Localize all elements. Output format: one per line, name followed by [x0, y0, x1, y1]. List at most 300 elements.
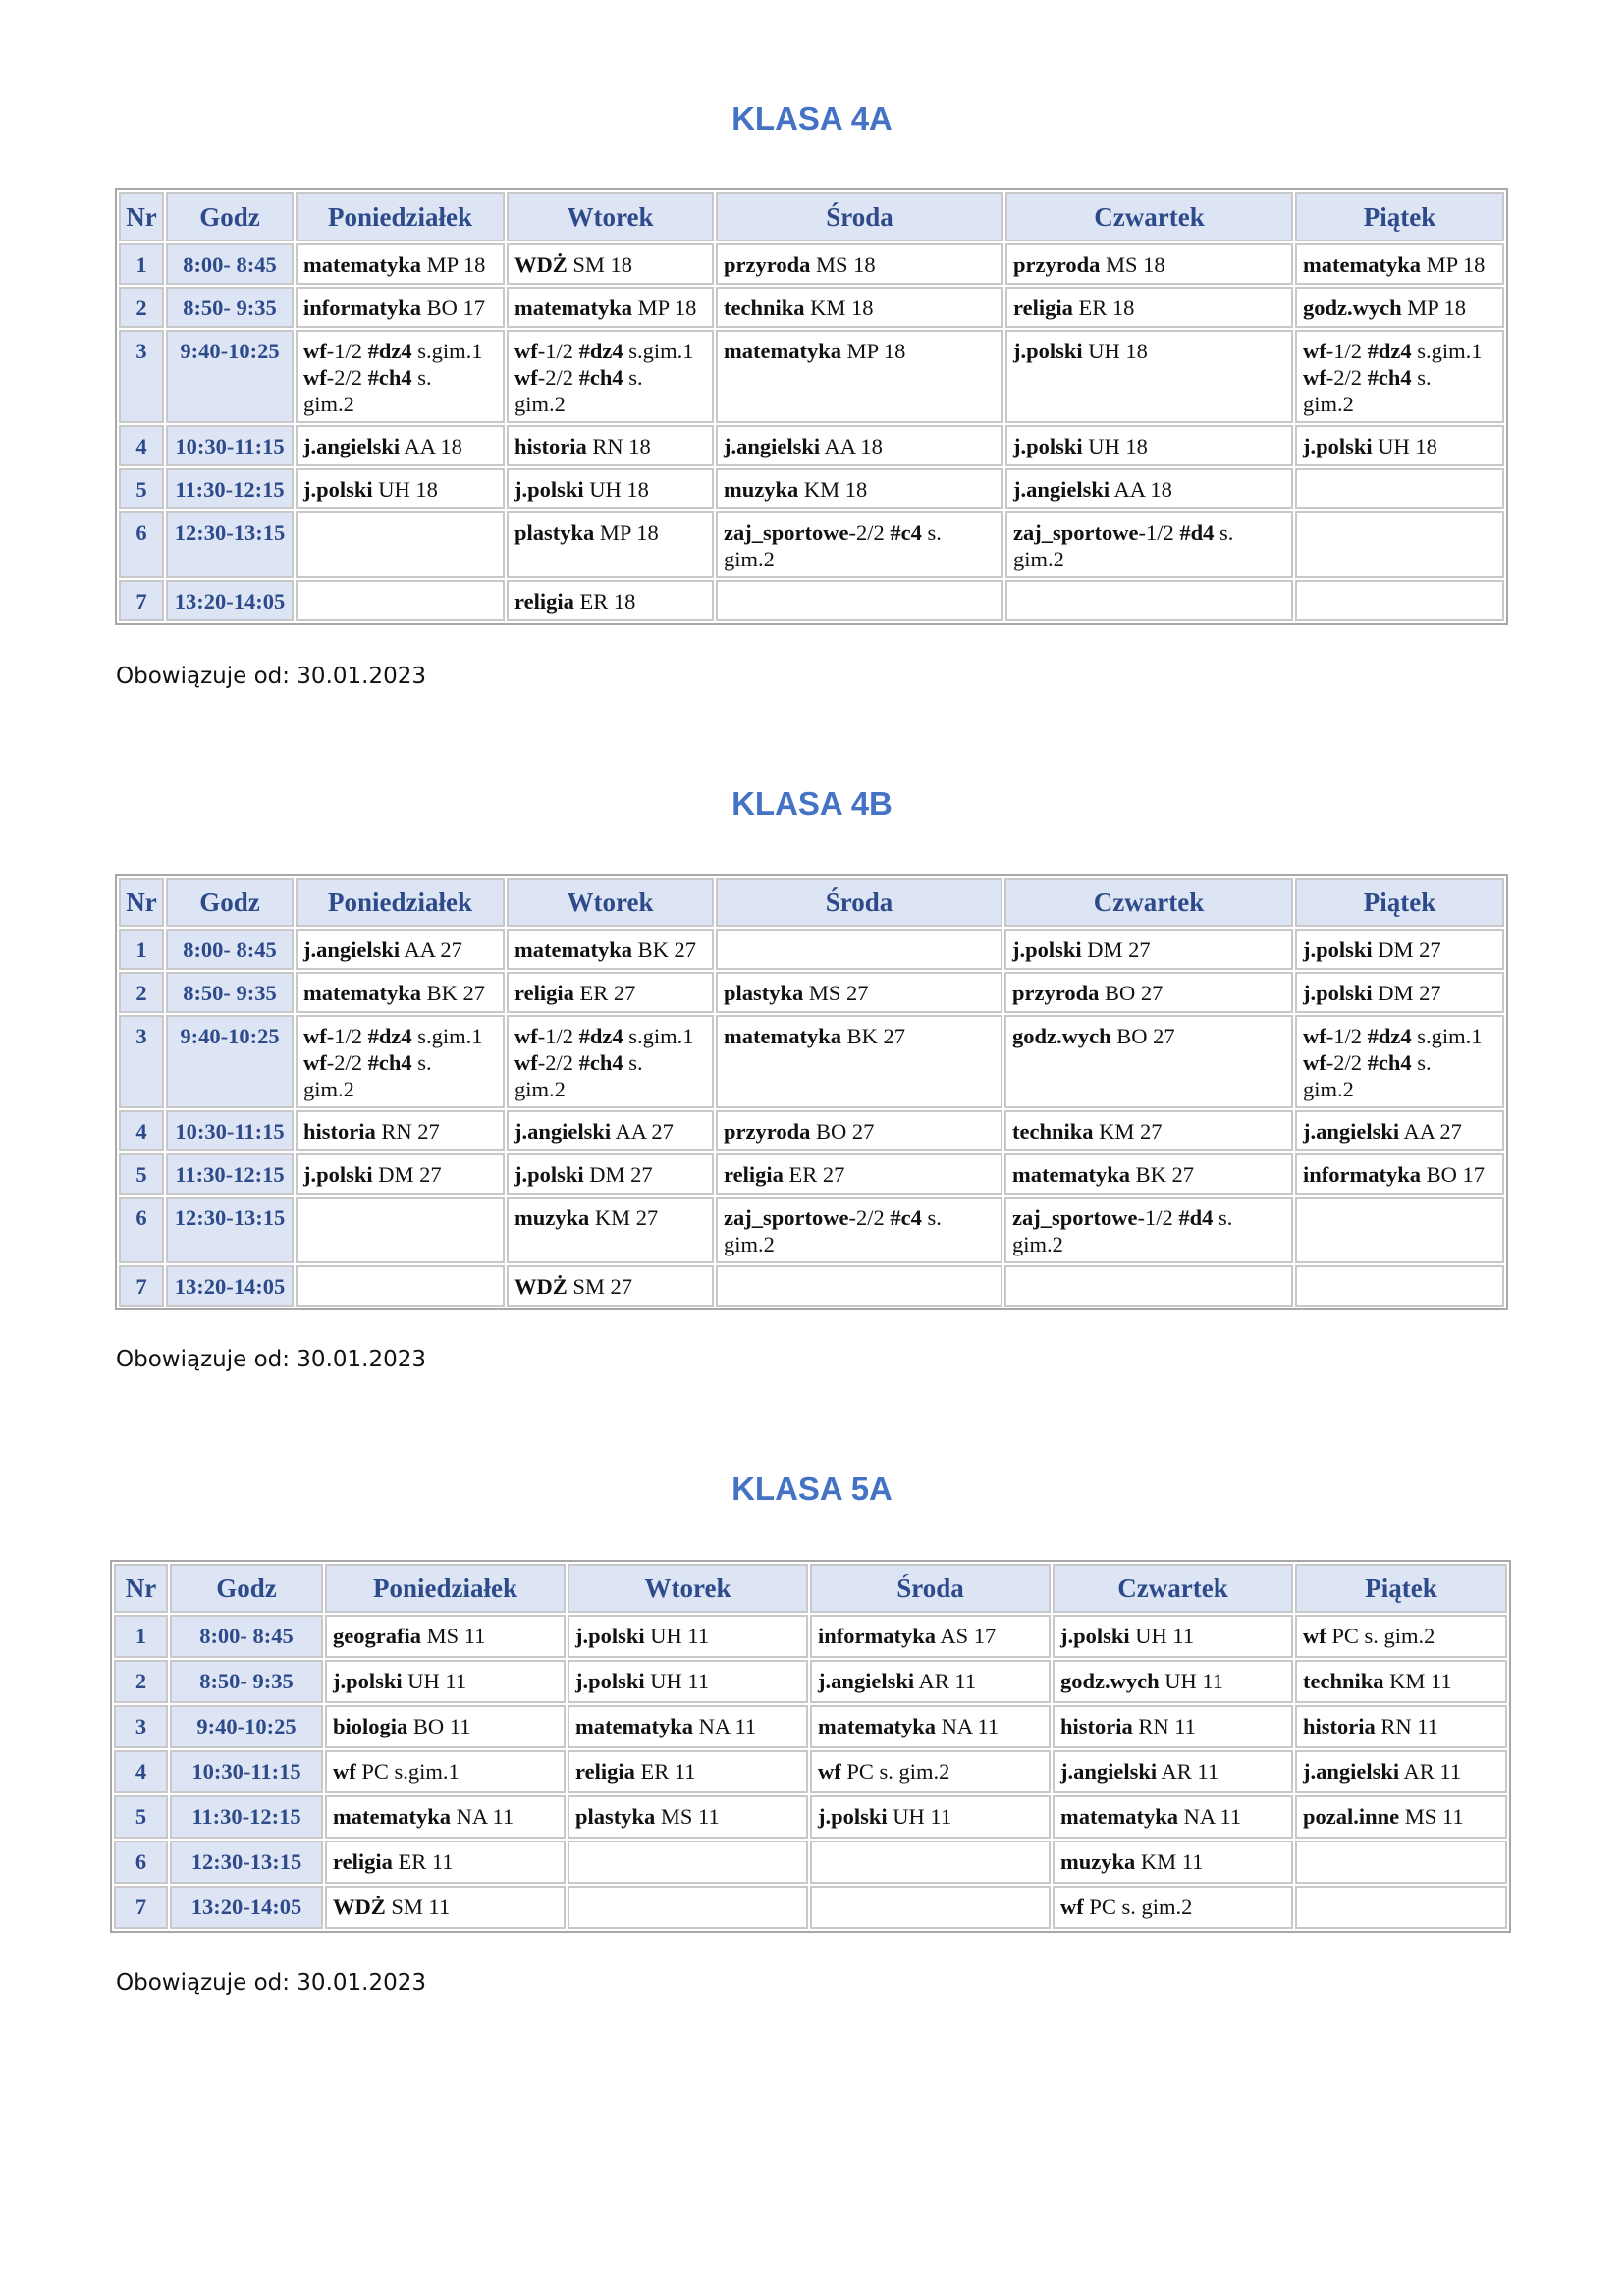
lesson-subject-text: WDŻ — [514, 1274, 568, 1299]
lesson-detail-text: SM 18 — [567, 252, 633, 277]
lesson-cell — [716, 243, 1003, 285]
lesson-detail-text: BO 11 — [407, 1714, 471, 1738]
lesson-line — [724, 1204, 995, 1231]
empty-lesson-cell — [296, 1197, 505, 1263]
table-row — [114, 1705, 1507, 1748]
lesson-cell — [296, 330, 505, 423]
lesson-detail-text: s. — [1411, 365, 1432, 390]
lesson-time: 9:40-10:25 — [166, 1015, 294, 1108]
lesson-subject-text: przyroda — [724, 252, 811, 277]
lesson-detail-text: NA 11 — [450, 1804, 514, 1829]
lesson-subject-text: zaj_sportowe — [724, 1205, 849, 1230]
lesson-line — [1060, 1668, 1285, 1694]
lesson-line — [724, 1231, 995, 1257]
lesson-time: 12:30-13:15 — [166, 511, 294, 578]
lesson-line — [333, 1758, 558, 1785]
lesson-detail-text: ER 18 — [1072, 295, 1135, 320]
lesson-cell — [1295, 1705, 1507, 1748]
lesson-line — [1303, 936, 1496, 963]
lesson-subject-text: j.angielski — [303, 434, 401, 458]
lesson-subject-text: matematyka — [333, 1804, 451, 1829]
lesson-detail-text: ER 11 — [634, 1759, 696, 1784]
lesson-line — [818, 1668, 1043, 1694]
lesson-number: 2 — [119, 972, 164, 1013]
lesson-number: 7 — [114, 1886, 168, 1929]
lesson-cell — [716, 1153, 1002, 1195]
lesson-line — [333, 1894, 558, 1920]
lesson-subject-text: #dz4 — [578, 339, 623, 363]
table-row — [119, 1197, 1504, 1263]
lesson-time: 10:30-11:15 — [166, 425, 294, 466]
lesson-line — [818, 1713, 1043, 1739]
lesson-line — [724, 980, 995, 1006]
table-row — [119, 1153, 1504, 1195]
lesson-line — [303, 1161, 497, 1188]
lesson-number: 7 — [119, 580, 164, 621]
column-header-poniedzia-ek: Poniedziałek — [325, 1564, 566, 1613]
lesson-cell — [1295, 287, 1504, 328]
lesson-detail-text: BK 27 — [840, 1024, 905, 1048]
lesson-cell — [507, 287, 714, 328]
lesson-subject-text: j.angielski — [303, 937, 401, 962]
lesson-cell — [507, 425, 714, 466]
lesson-detail-text: UH 11 — [1129, 1624, 1195, 1648]
lesson-cell — [1295, 1615, 1507, 1658]
lesson-line — [333, 1848, 558, 1875]
lesson-detail-text: DM 27 — [583, 1162, 653, 1187]
lesson-detail-text: gim.2 — [514, 1077, 566, 1101]
lesson-line — [1060, 1758, 1285, 1785]
lesson-cell — [1295, 1750, 1507, 1793]
lesson-detail-text: MS 18 — [810, 252, 876, 277]
lesson-line — [514, 1161, 706, 1188]
lesson-subject-text: j.polski — [514, 477, 584, 502]
lesson-subject-text: historia — [514, 434, 587, 458]
column-header-poniedzia-ek: Poniedziałek — [296, 878, 505, 927]
lesson-number: 2 — [119, 287, 164, 328]
lesson-subject-text: technika — [724, 295, 805, 320]
lesson-cell — [1004, 929, 1293, 970]
lesson-detail-text: BK 27 — [1129, 1162, 1194, 1187]
lesson-number: 5 — [114, 1795, 168, 1839]
column-header-wtorek: Wtorek — [568, 1564, 808, 1613]
lesson-line — [575, 1758, 800, 1785]
lesson-detail-text: gim.2 — [303, 1077, 354, 1101]
lesson-cell — [716, 330, 1003, 423]
lesson-subject-text: wf — [514, 339, 538, 363]
lesson-cell — [296, 1153, 505, 1195]
lesson-line — [1303, 1161, 1496, 1188]
lesson-cell — [325, 1795, 566, 1839]
lesson-subject-text: #ch4 — [578, 365, 623, 390]
empty-lesson-cell — [296, 511, 505, 578]
lesson-time: 9:40-10:25 — [166, 330, 294, 423]
lesson-number: 1 — [114, 1615, 168, 1658]
lesson-cell — [1295, 1015, 1504, 1108]
lesson-subject-text: wf — [303, 365, 327, 390]
lesson-line — [303, 1023, 497, 1049]
lesson-subject-text: #dz4 — [1367, 1024, 1412, 1048]
lesson-detail-text: UH 11 — [644, 1624, 710, 1648]
validity-note: Obowiązuje od: 30.01.2023 — [116, 1347, 426, 1372]
lesson-detail-text: AA 18 — [820, 434, 883, 458]
lesson-subject-text: matematyka — [303, 252, 421, 277]
lesson-subject-text: j.polski — [333, 1669, 403, 1693]
lesson-detail-text: s.gim.1 — [411, 1024, 483, 1048]
lesson-cell — [507, 1265, 714, 1307]
lesson-subject-text: matematyka — [724, 339, 841, 363]
lesson-cell — [296, 243, 505, 285]
table-row — [114, 1886, 1507, 1929]
lesson-cell — [296, 287, 505, 328]
lesson-subject-text: religia — [575, 1759, 635, 1784]
lesson-subject-text: #d4 — [1179, 520, 1215, 545]
lesson-subject-text: religia — [333, 1849, 393, 1874]
lesson-line — [1013, 546, 1285, 572]
lesson-number: 3 — [119, 330, 164, 423]
lesson-detail-text: KM 18 — [804, 295, 874, 320]
lesson-detail-text: -1/2 — [1326, 339, 1368, 363]
lesson-detail-text: -2/2 — [1326, 365, 1368, 390]
lesson-detail-text: KM 11 — [1135, 1849, 1204, 1874]
lesson-subject-text: wf — [514, 1024, 538, 1048]
lesson-number: 6 — [119, 511, 164, 578]
lesson-cell — [325, 1841, 566, 1884]
lesson-line — [1012, 1118, 1285, 1145]
column-header-czwartek: Czwartek — [1004, 878, 1293, 927]
lesson-subject-text: j.polski — [575, 1624, 645, 1648]
lesson-cell — [568, 1705, 808, 1748]
lesson-cell — [716, 1197, 1002, 1263]
lesson-cell — [325, 1660, 566, 1703]
lesson-line — [1303, 294, 1496, 321]
lesson-cell — [507, 468, 714, 509]
lesson-subject-text: matematyka — [575, 1714, 693, 1738]
lesson-line — [1303, 1758, 1499, 1785]
empty-lesson-cell — [1295, 1265, 1504, 1307]
lesson-detail-text: -2/2 — [848, 1205, 891, 1230]
lesson-line — [514, 980, 706, 1006]
lesson-detail-text: s. — [1213, 1205, 1233, 1230]
lesson-number: 1 — [119, 929, 164, 970]
empty-lesson-cell — [810, 1886, 1051, 1929]
lesson-detail-text: AA 18 — [1110, 477, 1172, 502]
lesson-line — [575, 1713, 800, 1739]
lesson-detail-text: UH 11 — [402, 1669, 467, 1693]
lesson-line — [1303, 391, 1496, 417]
lesson-cell — [507, 511, 714, 578]
lesson-line — [514, 338, 706, 364]
lesson-subject-text: przyroda — [724, 1119, 811, 1144]
empty-lesson-cell — [1005, 580, 1293, 621]
table-row — [114, 1615, 1507, 1658]
lesson-number: 7 — [119, 1265, 164, 1307]
lesson-subject-text: j.polski — [1013, 339, 1083, 363]
lesson-detail-text: ER 27 — [783, 1162, 845, 1187]
validity-note: Obowiązuje od: 30.01.2023 — [116, 1970, 426, 1996]
lesson-cell — [1004, 1110, 1293, 1151]
lesson-cell — [296, 1110, 505, 1151]
lesson-cell — [1295, 425, 1504, 466]
empty-lesson-cell — [1295, 580, 1504, 621]
table-row — [114, 1795, 1507, 1839]
lesson-subject-text: j.polski — [575, 1669, 645, 1693]
lesson-detail-text: s. — [623, 1050, 643, 1075]
lesson-detail-text: -1/2 — [537, 1024, 579, 1048]
lesson-detail-text: DM 27 — [1081, 937, 1151, 962]
lesson-line — [303, 936, 497, 963]
lesson-detail-text: MP 18 — [631, 295, 697, 320]
lesson-detail-text: SM 11 — [385, 1895, 451, 1919]
lesson-detail-text: PC s. gim.2 — [1083, 1895, 1193, 1919]
lesson-line — [724, 1118, 995, 1145]
lesson-cell — [507, 1015, 714, 1108]
lesson-cell — [1005, 511, 1293, 578]
lesson-subject-text: matematyka — [1012, 1162, 1130, 1187]
lesson-detail-text: RN 11 — [1132, 1714, 1196, 1738]
empty-lesson-cell — [716, 929, 1002, 970]
lesson-cell — [1053, 1615, 1293, 1658]
lesson-line — [514, 294, 706, 321]
lesson-detail-text: MP 18 — [594, 520, 659, 545]
lesson-line — [1013, 251, 1285, 278]
lesson-detail-text: MP 18 — [420, 252, 486, 277]
lesson-detail-text: DM 27 — [1372, 981, 1441, 1005]
lesson-line — [575, 1803, 800, 1830]
empty-lesson-cell — [716, 580, 1003, 621]
empty-lesson-cell — [1004, 1265, 1293, 1307]
lesson-number: 6 — [119, 1197, 164, 1263]
lesson-line — [514, 476, 706, 503]
lesson-detail-text: KM 27 — [589, 1205, 659, 1230]
lesson-cell — [1005, 425, 1293, 466]
lesson-line — [1012, 1023, 1285, 1049]
lesson-line — [1012, 980, 1285, 1006]
lesson-detail-text: MS 18 — [1100, 252, 1165, 277]
lesson-line — [1013, 519, 1285, 546]
lesson-time: 11:30-12:15 — [166, 1153, 294, 1195]
lesson-subject-text: godz.wych — [1303, 295, 1402, 320]
lesson-time: 8:00- 8:45 — [166, 243, 294, 285]
lesson-detail-text: KM 27 — [1093, 1119, 1163, 1144]
table-row — [119, 1265, 1504, 1307]
empty-lesson-cell — [1295, 511, 1504, 578]
lesson-time: 12:30-13:15 — [166, 1197, 294, 1263]
lesson-subject-text: religia — [514, 981, 574, 1005]
column-header-piatek: Piątek — [1295, 192, 1504, 241]
lesson-subject-text: przyroda — [1013, 252, 1101, 277]
lesson-subject-text: wf — [1303, 1024, 1326, 1048]
table-row — [114, 1660, 1507, 1703]
lesson-detail-text: -2/2 — [326, 365, 368, 390]
lesson-cell — [325, 1705, 566, 1748]
empty-lesson-cell — [568, 1841, 808, 1884]
lesson-detail-text: -1/2 — [326, 1024, 368, 1048]
lesson-subject-text: j.polski — [1012, 937, 1082, 962]
lesson-line — [514, 936, 706, 963]
lesson-line — [1060, 1803, 1285, 1830]
lesson-cell — [1053, 1886, 1293, 1929]
lesson-line — [303, 1076, 497, 1102]
lesson-detail-text: s. — [921, 1205, 942, 1230]
lesson-detail-text: gim.2 — [1303, 392, 1354, 416]
lesson-cell — [1295, 1153, 1504, 1195]
lesson-cell — [1295, 1110, 1504, 1151]
validity-note: Obowiązuje od: 30.01.2023 — [116, 664, 426, 689]
lesson-subject-text: matematyka — [514, 295, 632, 320]
timetable-klasa-5a — [110, 1560, 1511, 1933]
lesson-time: 8:50- 9:35 — [166, 972, 294, 1013]
lesson-detail-text: MP 18 — [1420, 252, 1486, 277]
lesson-detail-text: BO 27 — [1110, 1024, 1175, 1048]
table-row — [119, 972, 1504, 1013]
lesson-detail-text: BK 27 — [631, 937, 696, 962]
lesson-subject-text: historia — [1303, 1714, 1376, 1738]
lesson-line — [1012, 936, 1285, 963]
column-header-sroda: Środa — [716, 192, 1003, 241]
lesson-detail-text: MS 11 — [1399, 1804, 1464, 1829]
lesson-time: 11:30-12:15 — [166, 468, 294, 509]
lesson-line — [514, 1273, 706, 1300]
lesson-detail-text: UH 11 — [1159, 1669, 1224, 1693]
lesson-line — [514, 1076, 706, 1102]
lesson-subject-text: j.polski — [818, 1804, 888, 1829]
lesson-detail-text: DM 27 — [1372, 937, 1441, 962]
lesson-subject-text: #ch4 — [578, 1050, 623, 1075]
lesson-cell — [507, 1153, 714, 1195]
lesson-line — [514, 364, 706, 391]
column-header-godz: Godz — [166, 192, 294, 241]
lesson-subject-text: przyroda — [1012, 981, 1100, 1005]
lesson-detail-text: NA 11 — [1177, 1804, 1242, 1829]
lesson-subject-text: j.polski — [1303, 937, 1373, 962]
lesson-subject-text: #dz4 — [367, 339, 412, 363]
lesson-line — [514, 391, 706, 417]
lesson-line — [1012, 1161, 1285, 1188]
lesson-detail-text: AS 17 — [936, 1624, 997, 1648]
lesson-subject-text: #dz4 — [1367, 339, 1412, 363]
lesson-detail-text: gim.2 — [724, 1232, 775, 1256]
lesson-line — [303, 338, 497, 364]
lesson-line — [1060, 1894, 1285, 1920]
lesson-detail-text: AA 27 — [1399, 1119, 1462, 1144]
lesson-time: 8:50- 9:35 — [170, 1660, 323, 1703]
lesson-line — [303, 433, 497, 459]
lesson-line — [514, 519, 706, 546]
lesson-line — [1013, 294, 1285, 321]
lesson-detail-text: BO 27 — [1099, 981, 1164, 1005]
empty-lesson-cell — [1295, 1197, 1504, 1263]
lesson-number: 5 — [119, 468, 164, 509]
lesson-line — [1303, 1623, 1499, 1649]
lesson-number: 6 — [114, 1841, 168, 1884]
lesson-subject-text: wf — [514, 1050, 538, 1075]
lesson-line — [1012, 1204, 1285, 1231]
lesson-time: 13:20-14:05 — [170, 1886, 323, 1929]
lesson-subject-text: muzyka — [1060, 1849, 1136, 1874]
lesson-detail-text: ER 18 — [573, 589, 636, 614]
lesson-cell — [1053, 1841, 1293, 1884]
lesson-line — [303, 391, 497, 417]
lesson-detail-text: AA 18 — [400, 434, 462, 458]
lesson-subject-text: j.polski — [1060, 1624, 1130, 1648]
lesson-subject-text: wf — [303, 1050, 327, 1075]
lesson-line — [1303, 364, 1496, 391]
lesson-time: 8:00- 8:45 — [170, 1615, 323, 1658]
lesson-detail-text: UH 18 — [1082, 434, 1148, 458]
lesson-detail-text: s.gim.1 — [1411, 339, 1483, 363]
lesson-cell — [1004, 1015, 1293, 1108]
column-header-wtorek: Wtorek — [507, 192, 714, 241]
lesson-subject-text: informatyka — [1303, 1162, 1421, 1187]
lesson-cell — [716, 1015, 1002, 1108]
lesson-subject-text: wf — [303, 339, 327, 363]
lesson-detail-text: UH 18 — [1082, 339, 1148, 363]
lesson-number: 5 — [119, 1153, 164, 1195]
lesson-detail-text: UH 11 — [887, 1804, 952, 1829]
lesson-line — [724, 476, 996, 503]
lesson-detail-text: MS 27 — [803, 981, 869, 1005]
lesson-line — [514, 1118, 706, 1145]
lesson-line — [514, 1204, 706, 1231]
lesson-cell — [1295, 1795, 1507, 1839]
lesson-detail-text: BK 27 — [420, 981, 485, 1005]
lesson-subject-text: pozal.inne — [1303, 1804, 1400, 1829]
lesson-subject-text: godz.wych — [1060, 1669, 1160, 1693]
lesson-number: 1 — [119, 243, 164, 285]
lesson-subject-text: zaj_sportowe — [1012, 1205, 1138, 1230]
lesson-line — [1013, 476, 1285, 503]
lesson-subject-text: j.polski — [1303, 981, 1373, 1005]
lesson-subject-text: wf — [333, 1759, 356, 1784]
lesson-detail-text: gim.2 — [1303, 1077, 1354, 1101]
lesson-subject-text: wf — [1303, 1050, 1326, 1075]
lesson-cell — [1053, 1660, 1293, 1703]
lesson-detail-text: -2/2 — [537, 365, 579, 390]
lesson-subject-text: plastyka — [575, 1804, 656, 1829]
lesson-subject-text: #ch4 — [367, 365, 412, 390]
lesson-subject-text: j.polski — [303, 477, 373, 502]
lesson-cell — [810, 1795, 1051, 1839]
lesson-subject-text: matematyka — [724, 1024, 841, 1048]
lesson-cell — [296, 468, 505, 509]
lesson-line — [1303, 1713, 1499, 1739]
lesson-detail-text: BO 27 — [810, 1119, 875, 1144]
lesson-subject-text: matematyka — [514, 937, 632, 962]
lesson-cell — [568, 1795, 808, 1839]
lesson-detail-text: AR 11 — [914, 1669, 977, 1693]
lesson-cell — [296, 929, 505, 970]
lesson-detail-text: UH 18 — [1372, 434, 1437, 458]
lesson-line — [1303, 433, 1496, 459]
lesson-subject-text: j.angielski — [1013, 477, 1110, 502]
lesson-line — [1303, 1118, 1496, 1145]
lesson-detail-text: ER 27 — [573, 981, 636, 1005]
lesson-detail-text: KM 18 — [798, 477, 868, 502]
lesson-line — [1303, 1803, 1499, 1830]
lesson-subject-text: muzyka — [514, 1205, 590, 1230]
lesson-subject-text: j.polski — [1303, 434, 1373, 458]
lesson-cell — [568, 1615, 808, 1658]
lesson-detail-text: gim.2 — [1012, 1232, 1063, 1256]
lesson-detail-text: PC s. gim.2 — [1326, 1624, 1435, 1648]
lesson-detail-text: MP 18 — [1401, 295, 1467, 320]
lesson-cell — [1053, 1750, 1293, 1793]
lesson-detail-text: -1/2 — [1137, 1205, 1179, 1230]
column-header-sroda: Środa — [810, 1564, 1051, 1613]
lesson-subject-text: historia — [1060, 1714, 1133, 1738]
lesson-subject-text: religia — [1013, 295, 1073, 320]
